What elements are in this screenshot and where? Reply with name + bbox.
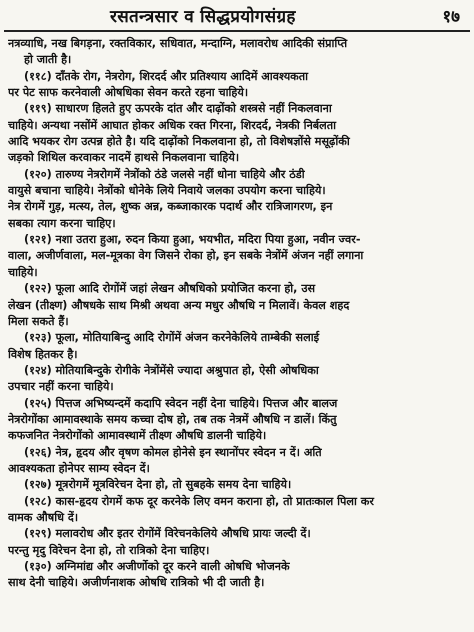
text-line: (११९) साधारण हिलते हुए ऊपरके दांत और दाढ़ोंको शस्त्रसे नहीं निकलवाना — [24, 102, 332, 116]
text-line: वामक औषधि दें। — [8, 510, 79, 524]
text-line: वाला, अजीर्णवाला, मल-मूत्रका वेग जिसने रोका हो, इन सबके नेत्रोंमें अंजन नहीं लगाना — [8, 249, 364, 263]
text-line: हो जाती है। — [24, 53, 72, 67]
text-line: चाहिये। — [8, 265, 38, 279]
text-line: वायुसे बचाना चाहिये। नेत्रोंको धोनेके लिये निवाये जलका उपयोग करना चाहिये। — [8, 184, 326, 198]
book-title: रसतन्त्रसार व सिद्धप्रयोगसंग्रह — [110, 7, 296, 27]
page-body — [8, 36, 466, 592]
text-line: आदि भयकर रोग उत्पन्न होते है। यदि दाढ़ोंको निकलवाना हो, तो विशेषज्ञोंसे मसूढ़ोंकी — [8, 135, 350, 149]
text-line: चाहिये। अन्यथा नसोंमें आघात होकर अधिक रक्त गिरना, शिरदर्द, नेत्रकी निर्बलता — [8, 118, 337, 132]
text-line: मिला सकते हैं। — [8, 314, 69, 328]
text-line: जड़को शिथिल करवाकर नादमें हाथसे निकलवाना चाहिये। — [8, 151, 240, 165]
text-line: लेखन (तीक्ष्ण) औषधके साथ मिश्री अथवा अन्य मधुर औषधि न मिलावें। केवल शहद — [8, 298, 350, 312]
text-line: उपचार नहीं करना चाहिये। — [8, 380, 114, 394]
text-line: (१२९) मलावरोध और इतर रोगोंमें विरेचनकेलिये औषधि प्रायः जल्दी दें। — [24, 527, 311, 541]
text-line: (१२६) नेत्र, हृदय और वृषण कोमल होनेसे इन स्थानोंपर स्वेदन न दें। अति — [24, 445, 322, 459]
text-line: (१२८) कास-हृदय रोगमें कफ दूर करनेके लिए वमन कराना हो, तो प्रातःकाल पिला कर — [24, 494, 374, 508]
text-line: कफजनित नेत्ररोगोंको आमावस्थामें तीक्ष्ण औषधि डालनी चाहिये। — [8, 429, 267, 443]
text-line: परन्तु मृदु विरेचन देना हो, तो रात्रिको देना चाहिए। — [8, 543, 210, 557]
text-line: (१३०) अग्निमांद्य और अजीर्णोको दूर करने वाली ओषधि भोजनके — [24, 560, 290, 573]
text-line: (१२५) पित्तज अभिष्यन्दमें कदापि स्वेदन नहीं देना चाहिये। पित्तज और बालज — [24, 396, 338, 410]
text-line: (१२३) फूला, मोतियाबिन्दु आदि रोगोंमें अंजन करनेकेलिये ताम्बेकी सलाई — [24, 331, 320, 345]
text-line: (१२१) नशा उतरा हुआ, रुदन किया हुआ, भयभीत, मदिरा पिया हुआ, नवीन ज्वर- — [24, 233, 361, 247]
text-line: आवश्यकता होनेपर साम्य स्वेदन दें। — [8, 461, 150, 475]
page-number: १७ — [442, 7, 460, 27]
text-line: (१२४) मोतियाबिन्दुके रोगीके नेत्रोंमेंसे ज्यादा अश्रुपात हो, ऐसी ओषधिका — [24, 363, 319, 377]
text-line: (११८) दाँतके रोग, नेत्ररोग, शिरदर्द और प्रतिश्याय आदिमें आवश्यकता — [24, 69, 309, 83]
text-line: नत्रव्याधि, नख बिगड़ना, रक्तविकार, सधिवात, मन्दाग्नि, मलावरोध आदिकी संप्राप्ति — [8, 37, 348, 50]
header-divider — [4, 30, 470, 32]
text-line: (१२२) फूला आदि रोगोंमें जहां लेखन औषधिको प्रयोजित करना हो, उस — [24, 282, 316, 296]
text-line: विशेष हितकर है। — [8, 347, 78, 361]
text-line: नेत्र रोगमें गुड़, मत्स्य, तेल, शुष्क अन्न, कब्जाकारक पदार्थ और रात्रिजागरण, इन — [8, 200, 333, 214]
text-line: (१२७) मूत्ररोगमें मूत्रविरेचन देना हो, तो सुबहके समय देना चाहिये। — [24, 478, 292, 492]
text-line: (१२०) तारुण्य नेत्ररोगमें नेत्रोंको ठंडे जलसे नहीं धोना चाहिये और ठंडी — [24, 167, 305, 181]
page-header — [0, 0, 474, 30]
text-line: पर पेट साफ करनेवाली ओषधिका सेवन करते रहना चाहिये। — [8, 86, 249, 100]
text-line: साथ देनी चाहिये। अजीर्णनाशक ओषधि रात्रिको भी दी जाती है। — [8, 576, 265, 590]
text-line: सबका त्याग करना चाहिए। — [8, 216, 116, 230]
text-line: नेत्ररोगोंका आमावस्थाके समय कच्चा दोष हो, तब तक नेत्रमें औषधि न डालें। किंतु — [8, 412, 337, 426]
